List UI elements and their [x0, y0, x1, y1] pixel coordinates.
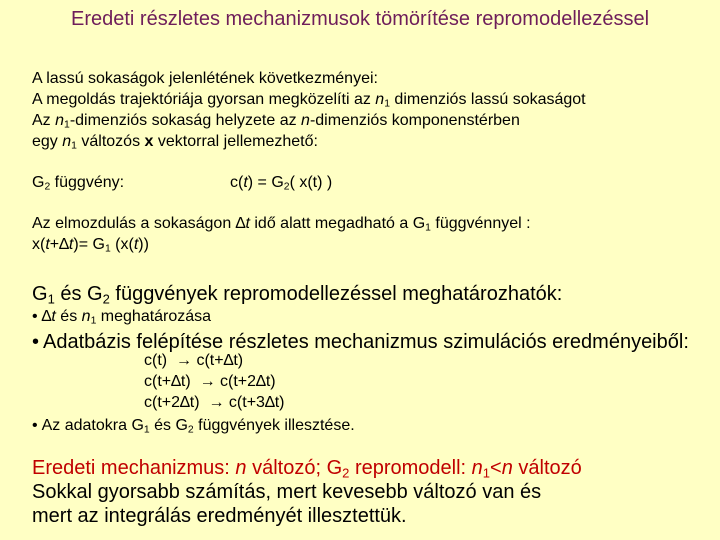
mapping-list — [32, 350, 285, 413]
text: Eredeti mechanizmus: — [32, 457, 236, 479]
intro-line-3 — [32, 110, 586, 131]
var-t: t — [133, 236, 139, 253]
subscript: 2 — [102, 291, 110, 307]
mapping-rhs: c(t+2∆t) — [220, 373, 276, 390]
slide-title: Eredeti részletes mechanizmusok tömörítése repromodellezéssel — [70, 8, 650, 30]
var-t: t — [243, 174, 248, 191]
text: függvénnyel : — [430, 215, 531, 232]
vector-x: x — [144, 133, 154, 150]
text: ) = G — [247, 174, 284, 191]
text: repromodell: — [349, 457, 472, 479]
text: -dimenziós komponenstérben — [309, 112, 520, 129]
subscript: 1 — [64, 119, 70, 131]
text: Sokkal gyorsabb számítás, mert kevesebb változó van és — [32, 481, 542, 503]
text: egy — [32, 133, 63, 150]
subscript: 1 — [104, 243, 111, 255]
shift-line-1 — [32, 213, 531, 234]
subscript: 1 — [47, 291, 55, 307]
bullet-3 — [32, 415, 355, 436]
text: -dimenziós sokaság helyzete az — [69, 112, 302, 129]
determine-heading — [32, 282, 562, 306]
text: függvények illesztése. — [193, 417, 355, 434]
arrow-right-icon: → — [208, 394, 225, 411]
text: c( — [230, 174, 244, 191]
mapping-rhs: c(t+3∆t) — [228, 394, 285, 411]
delta-symbol: ∆ — [41, 308, 52, 325]
text: függvények repromodellezéssel meghatározhatók: — [109, 283, 563, 305]
text: Az — [32, 112, 56, 129]
text: )= G — [73, 236, 105, 253]
subscript: 1 — [384, 98, 390, 110]
var-t: t — [245, 215, 250, 232]
g2-label — [32, 172, 124, 193]
text: ( x(t) ) — [289, 174, 333, 191]
arrow-right-icon: → — [199, 373, 216, 390]
intro-paragraph — [32, 68, 586, 152]
text: A megoldás trajektóriája gyorsan megközelíti az — [32, 91, 376, 108]
var-t: t — [68, 236, 74, 253]
text: meghatározása — [96, 308, 212, 325]
text: dimenziós lassú sokaságot — [389, 91, 586, 108]
var-t: t — [51, 308, 56, 325]
subscript: 1 — [425, 222, 431, 234]
bullet-icon: • — [32, 308, 38, 325]
mapping-lhs: c(t) — [144, 352, 168, 369]
bullet-1 — [32, 306, 211, 327]
text: A lassú sokaságok jelenlétének következményei: — [32, 70, 378, 87]
var-n: n — [375, 91, 385, 108]
subscript: 1 — [71, 140, 77, 152]
mapping-rhs: c(t+∆t) — [196, 352, 244, 369]
text: és G — [54, 283, 103, 305]
text: Az adatokra G — [41, 417, 144, 434]
g2-formula — [230, 172, 332, 193]
var-n: n — [81, 308, 91, 325]
subscript: 1 — [143, 424, 150, 436]
text: és G — [149, 417, 188, 434]
text: idő alatt megadható a G — [249, 215, 426, 232]
text: vektorral jellemezhető: — [153, 133, 318, 150]
intro-line-1 — [32, 68, 586, 89]
subscript: 2 — [44, 181, 51, 193]
bullet-icon: • — [32, 331, 40, 353]
var-n: n — [55, 112, 65, 129]
shift-line-2 — [32, 234, 531, 255]
mapping-row — [32, 371, 285, 392]
text: változó — [512, 457, 582, 479]
var-n: n — [471, 457, 483, 479]
var-t: t — [45, 236, 50, 253]
text: Az elmozdulás a sokaságon — [32, 215, 236, 232]
mapping-row — [32, 350, 285, 371]
text: változó; G — [246, 457, 343, 479]
text: G — [32, 174, 45, 191]
conclusion-line-1 — [32, 456, 582, 480]
var-n: n — [501, 457, 513, 479]
mapping-lhs: c(t+2∆t) — [144, 394, 200, 411]
text: és — [55, 308, 82, 325]
text: függvény: — [50, 174, 125, 191]
intro-line-4 — [32, 131, 586, 152]
mapping-lhs: c(t+∆t) — [144, 373, 191, 390]
conclusion-line-2 — [32, 480, 582, 504]
subscript: 1 — [482, 465, 491, 481]
text: )) — [138, 236, 149, 253]
subscript: 2 — [187, 424, 194, 436]
text: +∆ — [49, 236, 69, 253]
delta-symbol: ∆ — [235, 215, 246, 232]
subscript: 2 — [283, 181, 290, 193]
subscript: 1 — [90, 315, 97, 327]
subscript: 2 — [342, 465, 350, 481]
intro-line-2 — [32, 89, 586, 110]
text: (x( — [110, 236, 134, 253]
text: Adatbázis felépítése részletes mechanizmus szimulációs eredményeiből: — [43, 331, 689, 353]
conclusion — [32, 456, 582, 528]
var-n: n — [301, 112, 310, 129]
shift-paragraph — [32, 213, 531, 255]
text: x( — [32, 236, 46, 253]
text: G — [32, 283, 48, 305]
bullet-icon: • — [32, 417, 38, 434]
arrow-right-icon: → — [176, 352, 192, 369]
text: < — [490, 457, 502, 479]
var-n: n — [62, 133, 72, 150]
conclusion-line-3 — [32, 504, 582, 528]
text: mert az integrálás eredményét illesztettük. — [32, 505, 407, 527]
mapping-row — [32, 392, 285, 413]
var-n: n — [235, 457, 247, 479]
text: változós — [76, 133, 145, 150]
